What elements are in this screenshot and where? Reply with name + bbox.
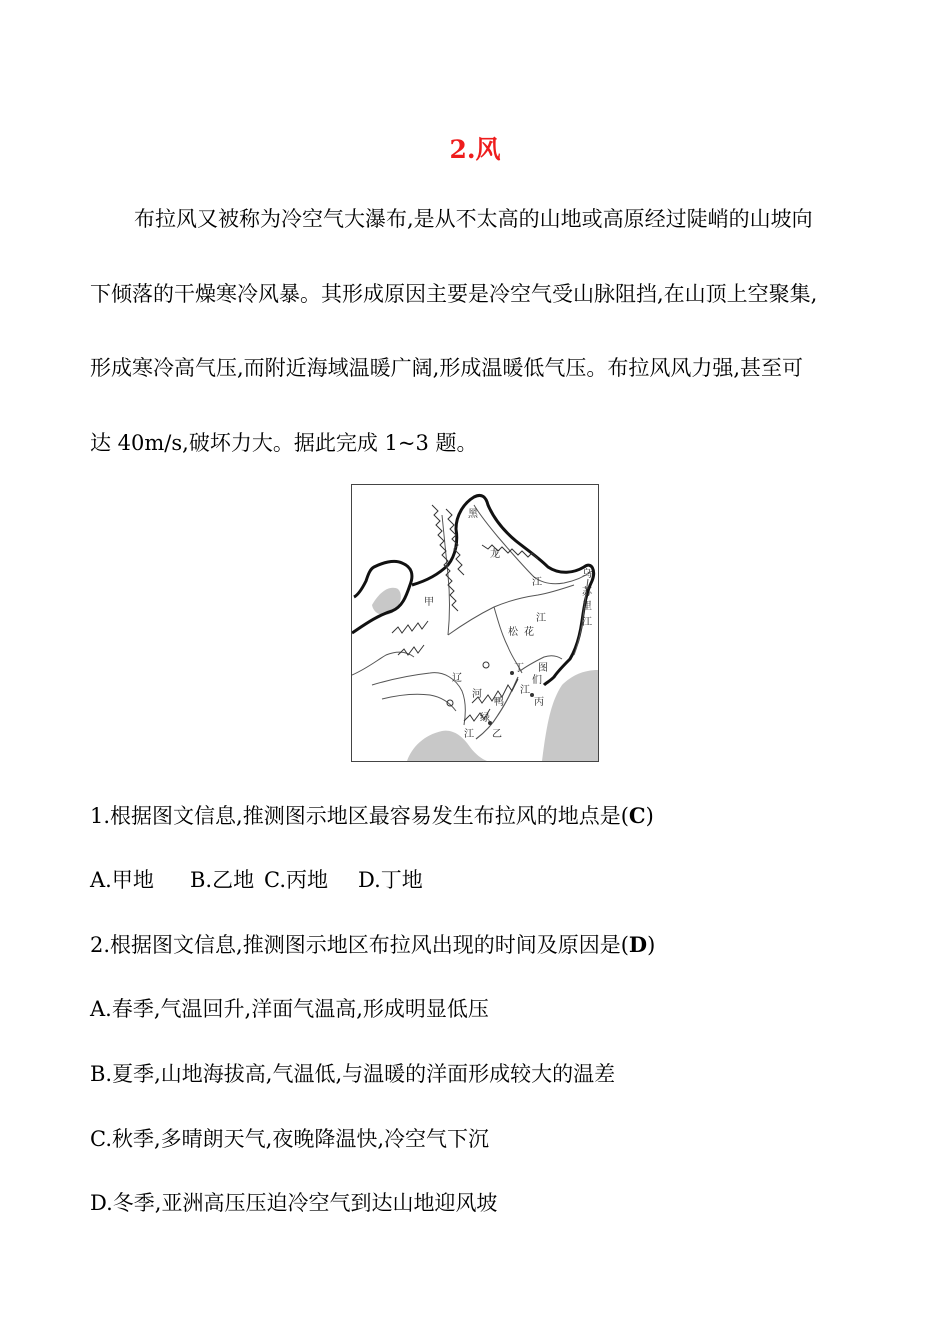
label-ya: 鸭 (494, 697, 504, 708)
intro-line-2: 下倾落的干燥寒冷风暴。其形成原因主要是冷空气受山脉阻挡,在山顶上空聚集, (90, 282, 818, 306)
label-ding: 丁 (514, 663, 524, 674)
river-liaohe-west (382, 694, 456, 711)
bay-west (372, 588, 401, 615)
q2-option-d[interactable]: D.冬季,亚洲高压压迫冷空气到达山地迎风坡 (90, 1191, 498, 1215)
label-wu: 乌 (582, 569, 592, 580)
page-title: 2.风 (449, 135, 501, 164)
question-2-answer: D (628, 932, 648, 957)
mountain-greater-khingan (432, 505, 464, 611)
q2-option-a[interactable]: A.春季,气温回升,洋面气温高,形成明显低压 (90, 997, 489, 1021)
northeast-china-map (351, 484, 599, 762)
question-1-options (90, 865, 423, 895)
q1-option-a[interactable]: A.甲地 (90, 868, 154, 892)
label-long: 龙 (490, 549, 500, 560)
label-su: 苏 (582, 587, 592, 598)
label-he: 河 (472, 689, 482, 700)
river-west (352, 652, 414, 675)
label-jiang-2: 江 (582, 617, 592, 628)
city-point-1 (483, 662, 489, 668)
intro-line-3: 形成寒冷高气压,而附近海域温暖广阔,形成温暖低气压。布拉风风力强,甚至可 (90, 356, 804, 380)
label-tu: 图 (538, 663, 548, 674)
label-hua: 花 (524, 627, 534, 638)
sea-south (407, 731, 487, 761)
question-2-stem: 2.根据图文信息,推测图示地区布拉风出现的时间及原因是(D) (90, 932, 656, 957)
question-1-answer: C (628, 803, 646, 828)
label-yi: 乙 (492, 729, 502, 740)
label-liao: 辽 (452, 673, 462, 684)
label-bing: 丙 (534, 697, 544, 708)
q1-option-b[interactable]: B.乙地 (190, 868, 255, 892)
intro-line-4: 达 40m/s,破坏力大。据此完成 1~3 题。 (90, 431, 478, 455)
label-li: 里 (582, 601, 592, 612)
q1-option-c[interactable]: C.丙地 (264, 868, 328, 892)
label-jiang-1: 江 (532, 577, 542, 588)
q1-option-d[interactable]: D.丁地 (358, 868, 423, 892)
label-lv: 绿 (480, 713, 490, 724)
question-1-stem: 1.根据图文信息,推测图示地区最容易发生布拉风的地点是(C) (90, 803, 654, 828)
q2-option-b[interactable]: B.夏季,山地海拔高,气温低,与温暖的洋面形成较大的温差 (90, 1062, 616, 1086)
label-men: 们 (532, 675, 542, 686)
label-hei: 黑 (468, 509, 478, 520)
intro-line-1: 布拉风又被称为冷空气大瀑布,是从不太高的山地或高原经过陡峭的山坡向 (134, 207, 813, 231)
label-jiang-4: 江 (520, 685, 530, 696)
map-figure (352, 485, 598, 761)
label-jiang-5: 江 (464, 729, 474, 740)
sea-east (542, 670, 598, 761)
label-jia: 甲 (424, 597, 434, 608)
label-jiang-3: 江 (536, 613, 546, 624)
label-song: 松 (508, 627, 518, 638)
q2-option-c[interactable]: C.秋季,多晴朗天气,夜晚降温快,冷空气下沉 (90, 1127, 490, 1151)
